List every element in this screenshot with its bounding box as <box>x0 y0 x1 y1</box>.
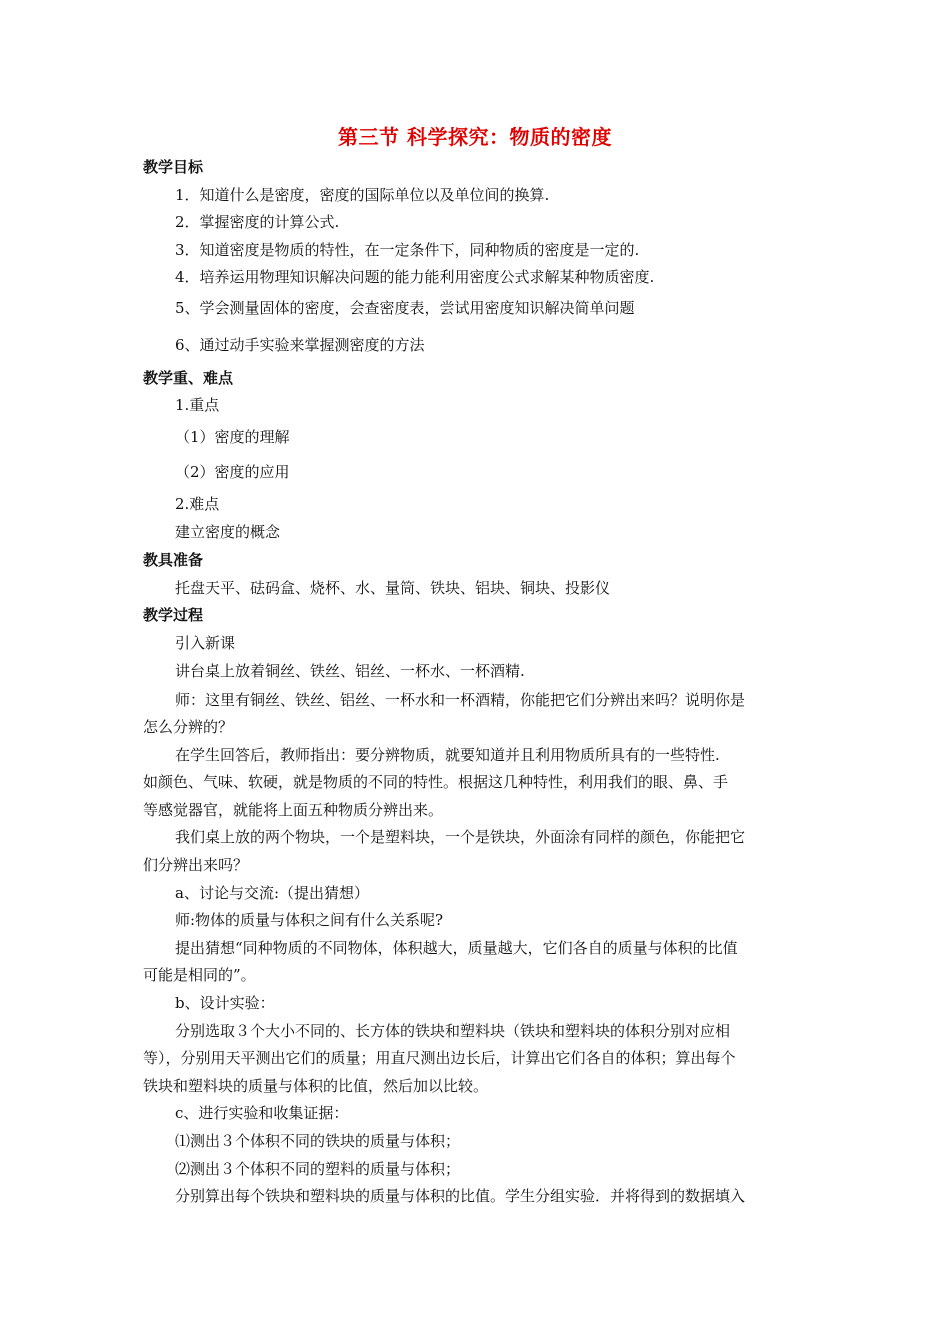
goal-item: 3．知道密度是物质的特性，在一定条件下，同种物质的密度是一定的. <box>175 241 640 259</box>
process-line: 铁块和塑料块的质量与体积的比值，然后加以比较。 <box>143 1077 489 1095</box>
section-heading-keypoints: 教学重、难点 <box>143 369 234 387</box>
process-line: ⑴测出３个体积不同的铁块的质量与体积； <box>175 1132 461 1150</box>
goal-item: 1．知道什么是密度，密度的国际单位以及单位间的换算. <box>175 186 550 204</box>
process-line: 师：这里有铜丝、铁丝、铝丝、一杯水和一杯酒精，你能把它们分辨出来吗？说明你是 <box>175 691 746 709</box>
process-line: ⑵测出３个体积不同的塑料的质量与体积； <box>175 1160 461 1178</box>
equipment-list: 托盘天平、砝码盒、烧杯、水、量筒、铁块、铝块、铜块、投影仪 <box>175 579 611 597</box>
keypoint-item: （2）密度的应用 <box>175 463 290 481</box>
process-line: 讲台桌上放着铜丝、铁丝、铝丝、一杯水、一杯酒精. <box>175 662 525 680</box>
keypoint-item: 2.难点 <box>175 495 220 513</box>
keypoint-item: 建立密度的概念 <box>175 523 281 541</box>
process-line: 怎么分辨的？ <box>143 718 234 736</box>
section-heading-process: 教学过程 <box>143 606 204 624</box>
process-line: 们分辨出来吗？ <box>143 856 249 874</box>
goal-item: 4．培养运用物理知识解决问题的能力能利用密度公式求解某种物质密度. <box>175 268 655 286</box>
section-heading-equipment: 教具准备 <box>143 551 204 569</box>
process-line: 我们桌上放的两个物块，一个是塑料块，一个是铁块，外面涂有同样的颜色，你能把它 <box>175 828 746 846</box>
process-line: a、讨论与交流:（提出猜想） <box>175 884 369 902</box>
process-line: 如颜色、气味、软硬，就是物质的不同的特性。根据这几种特性，利用我们的眼、鼻、手 <box>143 773 729 791</box>
process-line: c、进行实验和收集证据： <box>175 1104 349 1122</box>
goal-item: 5、学会测量固体的密度，会查密度表，尝试用密度知识解决简单问题 <box>175 299 635 317</box>
process-line: 可能是相同的”。 <box>143 966 256 984</box>
process-line: 引入新课 <box>175 634 236 652</box>
process-line: 提出猜想“同种物质的不同物体，体积越大，质量越大，它们各自的质量与体积的比值 <box>175 939 738 957</box>
goal-item: 2．掌握密度的计算公式. <box>175 213 340 231</box>
keypoint-item: （1）密度的理解 <box>175 428 290 446</box>
process-line: 在学生回答后，教师指出：要分辨物质，就要知道并且利用物质所具有的一些特性. <box>175 746 720 764</box>
process-line: 等），分别用天平测出它们的质量；用直尺测出边长后，计算出它们各自的体积；算出每个 <box>143 1049 736 1067</box>
goal-item: 6、通过动手实验来掌握测密度的方法 <box>175 336 425 354</box>
process-line: 等感觉器官，就能将上面五种物质分辨出来。 <box>143 801 444 819</box>
process-line: 师:物体的质量与体积之间有什么关系呢? <box>175 911 444 929</box>
section-heading-goals: 教学目标 <box>143 158 204 176</box>
page-title: 第三节 科学探究：物质的密度 <box>338 125 612 149</box>
process-line: 分别选取３个大小不同的、长方体的铁块和塑料块（铁块和塑料块的体积分别对应相 <box>175 1022 731 1040</box>
process-line: 分别算出每个铁块和塑料块的质量与体积的比值。学生分组实验．并将得到的数据填入 <box>175 1187 746 1205</box>
keypoint-item: 1.重点 <box>175 396 220 414</box>
process-line: b、设计实验： <box>175 994 275 1012</box>
